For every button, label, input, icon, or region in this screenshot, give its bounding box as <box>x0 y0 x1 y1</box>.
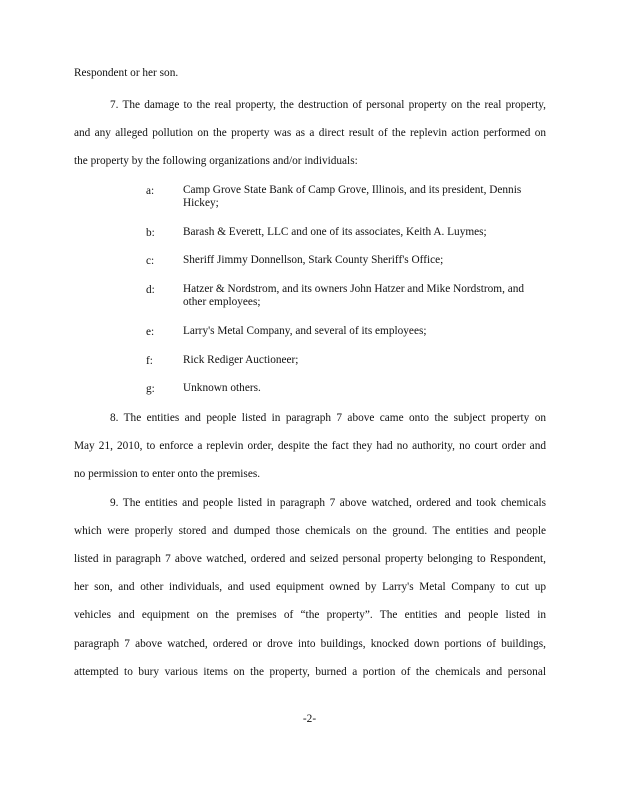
item-g-text: Unknown others. <box>183 382 261 394</box>
para9-line-7: attempted to bury various items on the property, burned a portion of the chemicals and personal <box>74 666 546 678</box>
item-b-label: b: <box>146 227 155 239</box>
para9-line-6: paragraph 7 above watched, ordered or drove into buildings, knocked down portions of buildings, <box>74 638 546 650</box>
item-c-label: c: <box>146 255 155 267</box>
item-e-text: Larry's Metal Company, and several of its employees; <box>183 325 427 337</box>
para9-line-4: her son, and other individuals, and used equipment owned by Larry's Metal Company to cut up <box>74 581 546 593</box>
para8-line-3: no permission to enter onto the premises. <box>74 468 261 480</box>
para8-line-2: May 21, 2010, to enforce a replevin order, despite the fact they had no authority, no court order and <box>74 440 546 452</box>
item-b-text: Barash & Everett, LLC and one of its associates, Keith A. Luymes; <box>183 226 487 238</box>
para9-line-2: which were properly stored and dumped those chemicals on the ground. The entities and people <box>74 525 546 537</box>
para7-line-2: and any alleged pollution on the property was as a direct result of the replevin action performed on <box>74 127 546 139</box>
item-a-text: Camp Grove State Bank of Camp Grove, Illinois, and its president, Dennis Hickey; <box>183 184 522 209</box>
item-f-label: f: <box>146 355 153 367</box>
item-c-text: Sheriff Jimmy Donnellson, Stark County Sheriff's Office; <box>183 254 444 266</box>
page-number: -2- <box>302 713 317 725</box>
para7-line-1: 7. The damage to the real property, the destruction of personal property on the real property, <box>110 99 546 111</box>
para7-line-3: the property by the following organizations and/or individuals: <box>74 155 358 167</box>
item-e-label: e: <box>146 326 155 338</box>
para9-line-1: 9. The entities and people listed in paragraph 7 above watched, ordered and took chemicals <box>110 497 546 509</box>
item-g-label: g: <box>146 383 155 395</box>
para9-line-5: vehicles and equipment on the premises of “the property”. The entities and people listed in <box>74 609 546 621</box>
item-d-text: Hatzer & Nordstrom, and its owners John Hatzer and Mike Nordstrom, and other employees; <box>183 283 525 308</box>
item-a-label: a: <box>146 185 155 197</box>
para8-line-1: 8. The entities and people listed in paragraph 7 above came onto the subject property on <box>110 412 546 424</box>
continuation-text: Respondent or her son. <box>74 67 179 79</box>
item-d-label: d: <box>146 284 155 296</box>
para9-line-3: listed in paragraph 7 above watched, ordered and seized personal property belonging to Respondent, <box>74 553 546 565</box>
item-f-text: Rick Rediger Auctioneer; <box>183 354 299 366</box>
